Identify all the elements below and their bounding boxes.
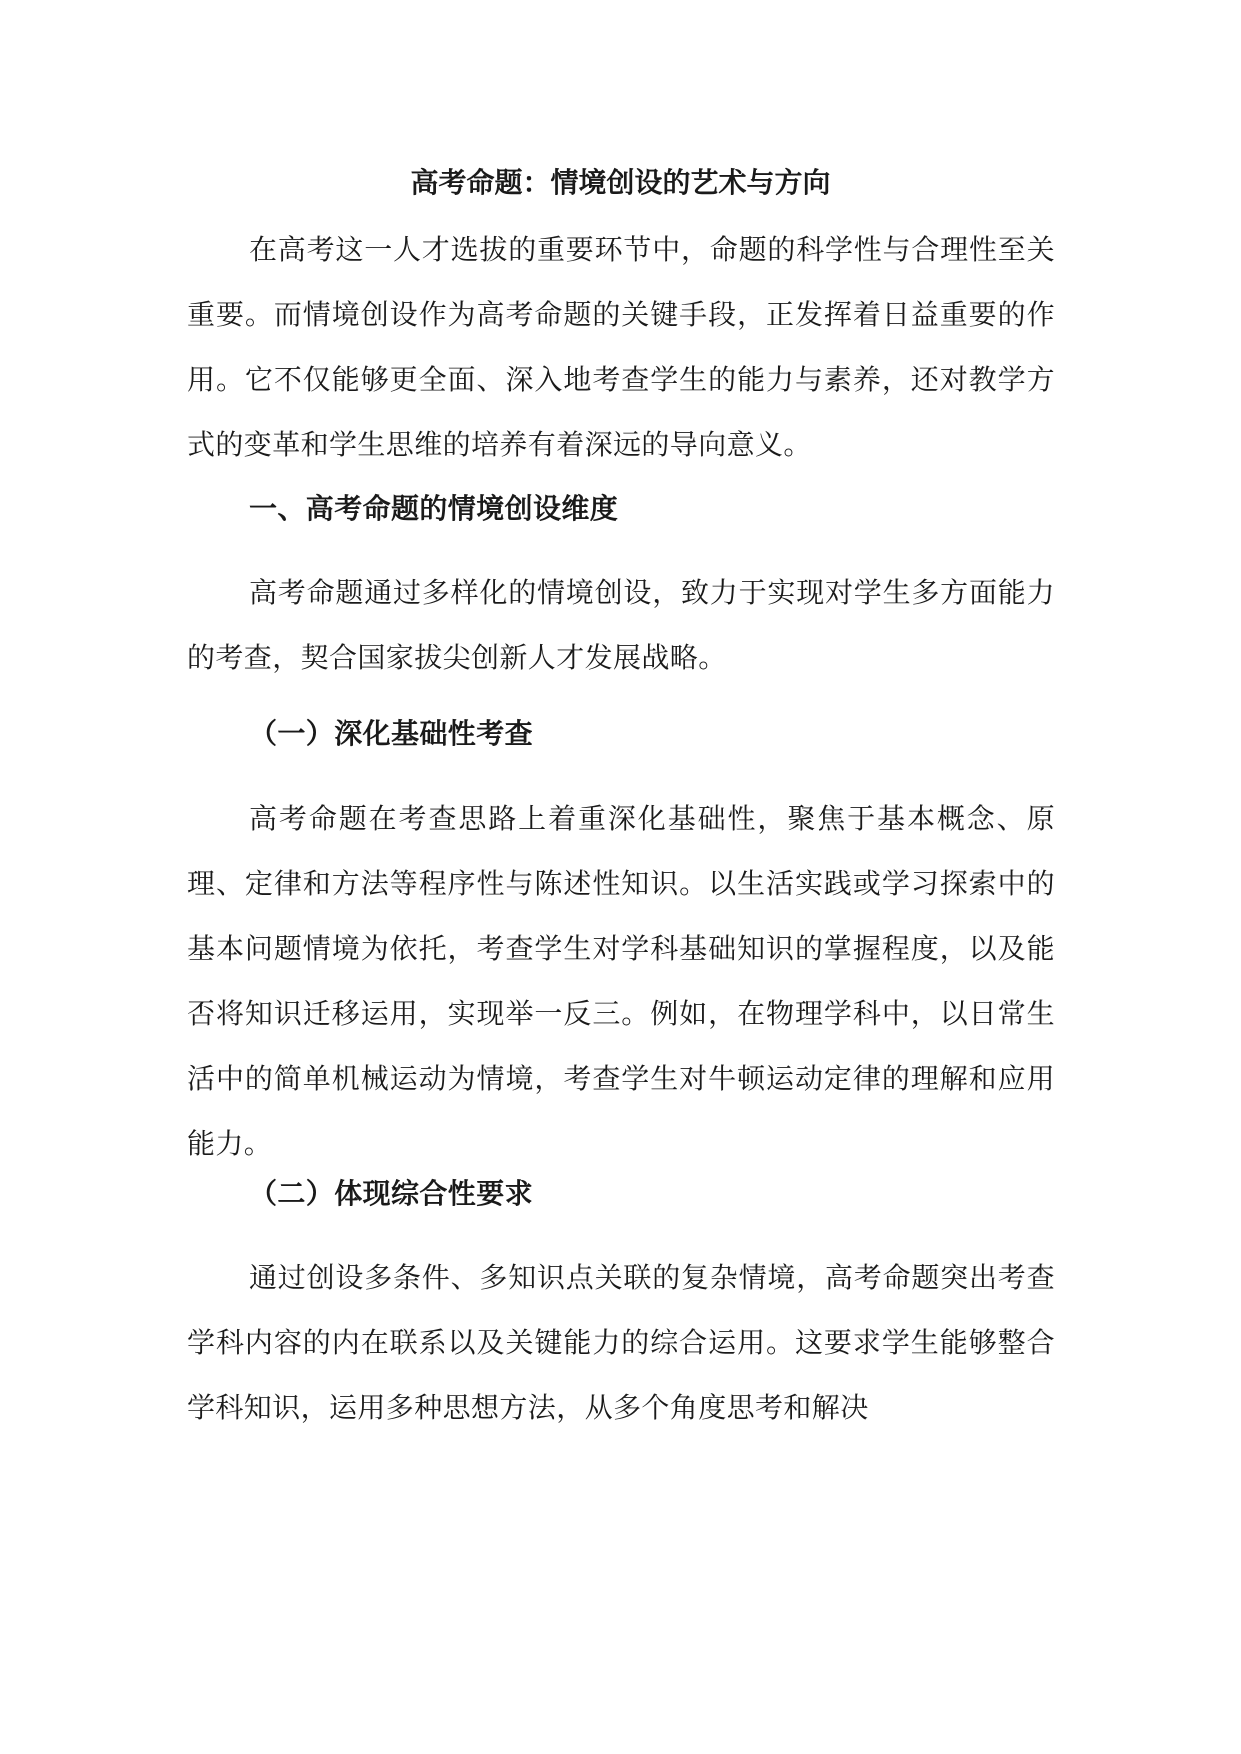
section-heading-1: 一、高考命题的情境创设维度: [249, 492, 619, 525]
intro-paragraph: 在高考这一人才选拔的重要环节中，命题的科学性与合理性至关重要。而情境创设作为高考命题的关键手段，正发挥着日益重要的作用。它不仅能够更全面、深入地考查学生的能力与素养，还对教学方式的变革和学生思维的培养有着深远的导向意义。: [187, 233, 1055, 461]
subsection-1-paragraph: 高考命题在考查思路上着重深化基础性，聚焦于基本概念、原理、定律和方法等程序性与陈述性知识。以生活实践或学习探索中的基本问题情境为依托，考查学生对学科基础知识的掌握程度，以及能否将知识迁移运用，实现举一反三。例如，在物理学科中，以日常生活中的简单机械运动为情境，考查学生对牛顿运动定律的理解和应用能力。: [187, 802, 1055, 1160]
subsection-heading-2: （二）体现综合性要求: [249, 1177, 534, 1210]
subsection-2-paragraph: 通过创设多条件、多知识点关联的复杂情境，高考命题突出考查学科内容的内在联系以及关键能力的综合运用。这要求学生能够整合学科知识，运用多种思想方法，从多个角度思考和解决: [187, 1261, 1055, 1424]
document-title: 高考命题：情境创设的艺术与方向: [410, 166, 831, 199]
subsection-heading-1: （一）深化基础性考查: [249, 717, 534, 750]
section-1-paragraph: 高考命题通过多样化的情境创设，致力于实现对学生多方面能力的考查，契合国家拔尖创新人才发展战略。: [187, 576, 1055, 674]
